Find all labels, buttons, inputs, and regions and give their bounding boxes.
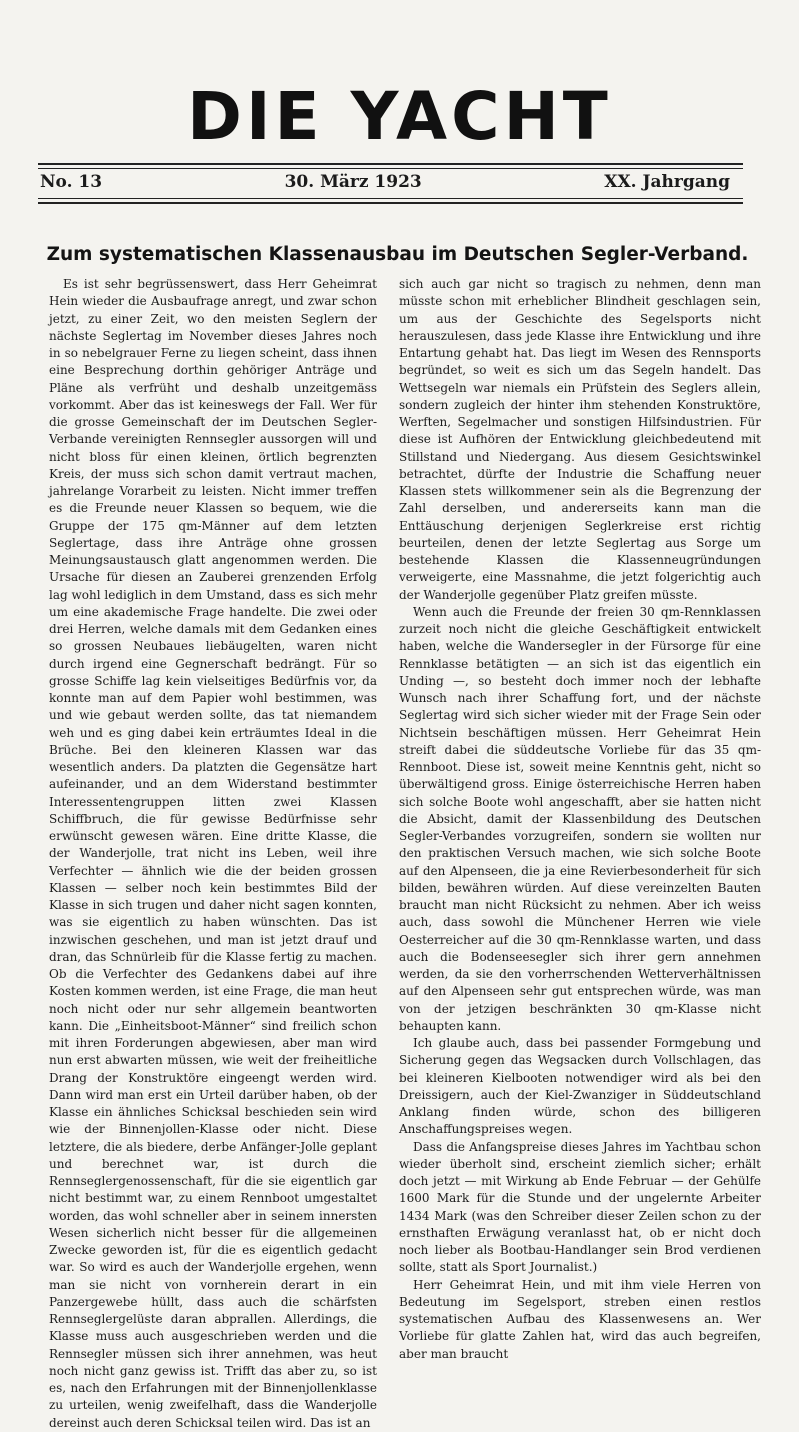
paragraph: Ich glaube auch, dass bei passender Formgebung und Sicherung gegen das Wegsacken durch Vollschlagen, das bei kleineren Kielbooten notwendiger wird als bei den Dreissigern, auch der Kiel-Zwanziger in Süddeutschland Anklang finden würde, schon des billigeren Anschaffungspreises wegen. [399, 1036, 761, 1137]
bottom-rule [38, 202, 743, 204]
right-column [399, 276, 761, 1361]
article-headline: Zum systematischen Klassenausbau im Deutschen Segler-Verband. [46, 244, 749, 265]
issue-info [40, 172, 730, 192]
issue-number: No. 13 [40, 172, 103, 192]
top-rule-thin [38, 168, 743, 169]
bottom-rule-thin [38, 198, 743, 199]
paragraph: Wenn auch die Freunde der freien 30 qm-Rennklassen zurzeit noch nicht die gleiche Geschäftigkeit entwickelt haben, welche die Wandersegler in der Fürsorge für eine Rennklasse betätigten — an sich ist das eigentlich ein Unding —, so besteht doch immer noch der lebhafte Wunsch nach ihrer Schaffung fort, und der nächste Seglertag wird sich sicher wieder mit der Frage Sein oder Nichtsein beschäftigen müssen. Herr Geheimrat Hein streift dabei die süddeutsche Vorliebe für das 35 qm-Rennboot. Diese ist, soweit meine Kenntnis geht, nicht so überwältigend gross. Einige österreichische Herren haben sich solche Boote wohl angeschafft, aber sie hatten nicht die Absicht, damit der Klassenbildung des Deutschen Segler-Verbandes vorzugreifen, sondern sie wollten nur den praktischen Versuch machen, wie sich solche Boote auf den Alpenseen, die ja eine Revierbesonderheit für sich bilden, bewähren würden. Auf diese vereinzelten Bauten braucht man nicht Rücksicht zu nehmen. Aber ich weiss auch, dass sowohl die Münchener Herren wie viele Oesterreicher auf die 30 qm-Rennklasse warten, und dass auch die Bodenseesegler sich ihrer gern annehmen werden, da sie den vorherrschenden Wetterverhältnissen auf den Alpenseen sehr gut entsprechen würde, was man von der jetzigen beschränkten 30 qm-Klasse nicht behaupten kann. [399, 604, 761, 1033]
issue-volume: XX. Jahrgang [604, 172, 730, 192]
left-column [49, 276, 377, 1430]
issue-date: 30. März 1923 [284, 172, 422, 192]
paragraph: sich auch gar nicht so tragisch zu nehmen, denn man müsste schon mit erheblicher Blindheit geschlagen sein, um aus der Geschichte des Segelsports nicht herauszulesen, dass jede Klasse ihre Entwicklung und ihre Entartung gehabt hat. Das liegt im Wesen des Rennsports begründet, so weit es sich um das Segeln handelt. Das Wettsegeln war niemals ein Prüfstein des Seglers allein, sondern zugleich der hinter ihm stehenden Konstruktöre, Werften, Segelmacher und sonstigen Hilfsindustrien. Für diese ist Aufhören der Entwicklung gleichbedeutend mit Stillstand und Niedergang. Aus diesem Gesichtswinkel betrachtet, dürfte der Industrie die Schaffung neuer Klassen stets willkommener sein als die Begrenzung der Zahl derselben, und andererseits kann man die Enttäuschung derjenigen Seglerkreise erst richtig beurteilen, denen der letzte Seglertag aus Sorge um bestehende Klassen die Klassenneugründungen verweigerte, eine Massnahme, die jetzt folgerichtig auch der Wanderjolle gegenüber Platz greifen müsste. [399, 277, 761, 602]
top-rule [38, 163, 743, 165]
paragraph: Herr Geheimrat Hein, und mit ihm viele Herren von Bedeutung im Segelsport, streben einen restlos systematischen Aufbau des Klassenwesens an. Wer Vorliebe für glatte Zahlen hat, wird das auch begreifen, aber man braucht [399, 1277, 761, 1361]
masthead-title: DIE YACHT [187, 78, 612, 155]
paragraph: Dass die Anfangspreise dieses Jahres im Yachtbau schon wieder überholt sind, erscheint ziemlich sicher; erhält doch jetzt — mit Wirkung ab Ende Februar — der Gehülfe 1600 Mark für die Stunde und der ungelernte Arbeiter 1434 Mark (was den Schreiber dieser Zeilen schon zu der ernsthaften Erwägung veranlasst hat, ob er nicht doch noch lieber als Bootbau-Handlanger sein Brod verdienen sollte, statt als Sport Journalist.) [399, 1139, 761, 1275]
paragraph: Es ist sehr begrüssenswert, dass Herr Geheimrat Hein wieder die Ausbaufrage anregt, und zwar schon jetzt, zu einer Zeit, wo den meisten Seglern der nächste Seglertag im November dieses Jahres noch in so nebelgrauer Ferne zu liegen scheint, dass ihnen eine Besprechung dorthin gehöriger Anträge und Pläne als verfrüht und deshalb unzeitgemäss vorkommt. Aber das ist keineswegs der Fall. Wer für die grosse Gemeinschaft der im Deutschen Segler-Verbande vereinigten Rennsegler aussorgen will und nicht bloss für einen kleinen, örtlich begrenzten Kreis, der muss sich schon damit vertraut machen, jahrelange Vorarbeit zu leisten. Nicht immer treffen es die Freunde neuer Klassen so bequem, wie die Gruppe der 175 qm-Männer auf dem letzten Seglertage, dass ihre Anträge ohne grossen Meinungsaustausch glatt angenommen werden. Die Ursache für diesen an Zauberei grenzenden Erfolg lag wohl lediglich in dem Umstand, dass es sich mehr um eine akademische Frage handelte. Die zwei oder drei Herren, welche damals mit dem Gedanken eines so grossen Neubaues liebäugelten, waren nicht durch irgend eine Gegnerschaft bedrängt. Für so grosse Schiffe lag kein vielseitiges Bedürfnis vor, da konnte man auf dem Papier wohl bestimmen, was und wie gebaut werden sollte, das tat niemandem weh und es ging dabei kein erträumtes Ideal in die Brüche. Bei den kleineren Klassen war das wesentlich anders. Da platzten die Gegensätze hart aufeinander, und an dem Widerstand bestimmter Interessentengruppen litten zwei Klassen Schiffbruch, die für gewisse Bedürfnisse sehr erwünscht gewesen wären. Eine dritte Klasse, die der Wanderjolle, trat nicht ins Leben, weil ihre Verfechter — ähnlich wie die der beiden grossen Klassen — selber noch kein bestimmtes Bild der Klasse in sich trugen und daher nicht sagen konnten, was sie eigentlich zu haben wünschten. Das ist inzwischen geschehen, und man ist jetzt drauf und dran, das Schnürleib für die Klasse fertig zu machen. Ob die Verfechter des Gedankens dabei auf ihre Kosten kommen werden, ist eine Frage, die man heut noch nicht oder nur sehr allgemein beantworten kann. Die „Einheitsboot-Männer“ sind freilich schon mit ihren Forderungen abgewiesen, aber man wird nun erst abwarten müssen, wie weit der freiheitliche Drang der Konstruktöre eingeengt werden wird. Dann wird man erst ein Urteil darüber haben, ob der Klasse ein ähnliches Schicksal beschieden sein wird wie der Binnenjollen-Klasse oder nicht. Diese letztere, die als biedere, derbe Anfänger-Jolle geplant und berechnet war, ist durch die Rennseglergenossenschaft, für die sie eigentlich gar nicht bestimmt war, zu einem Rennboot umgestaltet worden, das wohl schneller aber in seinem innersten Wesen sicherlich nicht besser für die allgemeinen Zwecke geworden ist, für die es eigentlich gedacht war. So wird es auch der Wanderjolle ergehen, wenn man sie nicht von vornherein derart in ein Panzergewebe hüllt, dass auch die schärfsten Rennseglergelüste daran abprallen. Allerdings, die Klasse muss auch ausgeschrieben werden und die Rennsegler müssen sich ihrer annehmen, was heut noch nicht ganz gewiss ist. Trifft das aber zu, so ist es, nach den Erfahrungen mit der Binnenjollenklasse zu urteilen, wenig zweifelhaft, dass die Wanderjolle dereinst auch deren Schicksal teilen wird. Das ist an [49, 277, 377, 1430]
